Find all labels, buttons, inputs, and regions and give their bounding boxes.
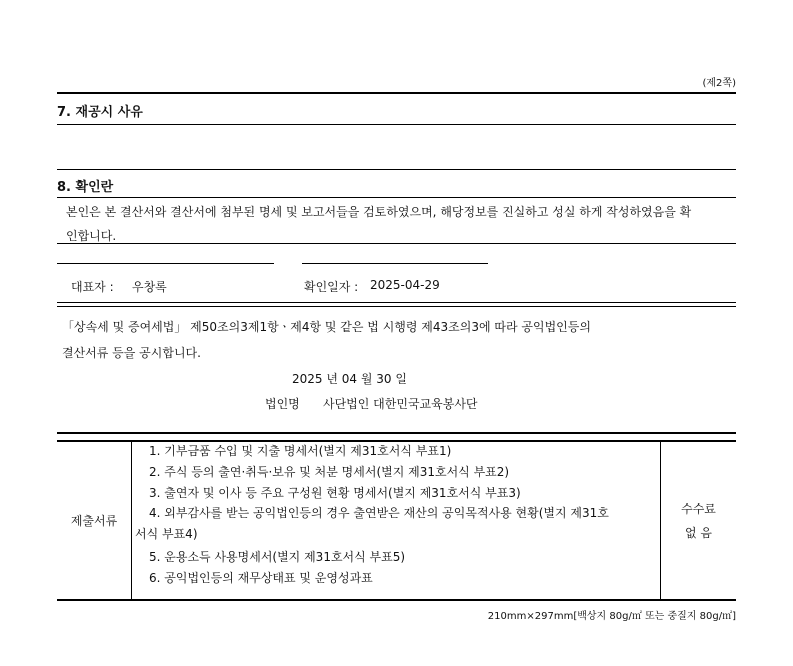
page-number: (제2쪽) [702,78,736,89]
confirmation-text-line2: 인합니다. [66,229,117,243]
section7-title: 7. 재공시 사유 [57,105,143,120]
section8-title: 8. 확인란 [57,180,114,195]
paper-spec-footer: 210mm×297mm[백상지 80g/㎡ 또는 중질지 80g/㎡] [487,611,736,622]
documents-label: 제출서류 [57,442,132,599]
notice-bottom-rule [57,432,736,434]
confirm-date-label: 확인일자 : [304,280,359,294]
representative-name: 우창록 [132,280,167,294]
corp-name-label: 법인명 [265,397,300,411]
section7-bottom-rule [57,169,736,170]
notice-line1: 「상속세 및 증여세법」 제50조의3제1항ㆍ제4항 및 같은 법 시행령 제43조의3에 따라 공익법인등의 [62,320,591,334]
double-rule-top [57,302,736,303]
representative-label: 대표자 : [71,280,114,294]
document-item: 6. 공익법인등의 재무상태표 및 운영성과표 [149,571,373,585]
document-item: 4. 외부감사를 받는 공익법인등의 경우 출연받은 재산의 공익목적사용 현황(별지 제31호 [149,506,609,520]
document-item: 2. 주식 등의 출연·취득·보유 및 처분 명세서(별지 제31호서식 부표2) [149,465,510,479]
confirm-date: 2025-04-29 [370,278,440,292]
confirmation-rule [57,243,736,244]
double-rule-bottom [57,306,736,307]
document-item: 1. 기부금품 수입 및 지출 명세서(별지 제31호서식 부표1) [149,444,452,458]
signature-line-left [57,263,274,264]
fee-label: 수수료 [681,501,716,516]
notice-line2: 결산서류 등을 공시합니다. [62,346,201,360]
top-rule [57,92,736,94]
fee-value: 없 음 [685,525,712,540]
document-item: 5. 운용소득 사용명세서(별지 제31호서식 부표5) [149,550,406,564]
signature-line-right [302,263,488,264]
document-item: 3. 출연자 및 이사 등 주요 구성원 현황 명세서(별지 제31호서식 부표3) [149,486,521,500]
section8-rule [57,197,736,198]
confirmation-text-line1: 본인은 본 결산서와 결산서에 첨부된 명세 및 보고서들을 검토하였으며, 해당정보를 진실하고 성실 하게 작성하였음을 확 [66,205,692,219]
document-item-continued: 서식 부표4) [135,527,198,541]
fee-cell [660,442,736,599]
section7-rule [57,124,736,125]
notice-date: 2025 년 04 월 30 일 [292,372,407,386]
corp-name: 사단법인 대한민국교육봉사단 [323,397,478,411]
documents-list [133,442,659,599]
documents-table [57,440,736,601]
